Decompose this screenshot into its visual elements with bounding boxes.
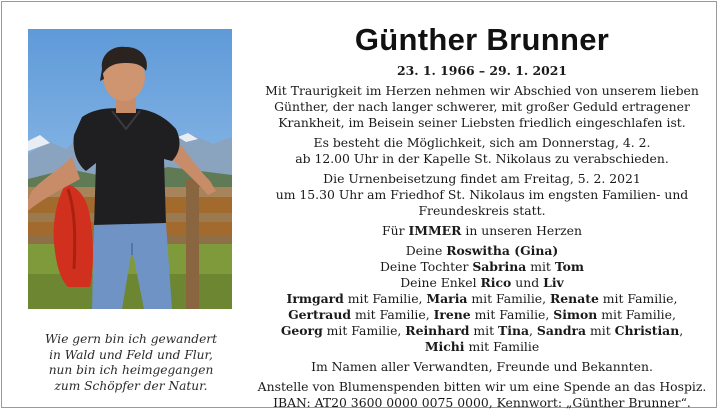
daughter-name: Sabrina: [472, 259, 527, 274]
sibling-rest: mit Familie,: [322, 323, 406, 338]
intro-line: Krankheit, im Beisein seiner Liebsten friedlich eingeschlafen ist.: [278, 115, 686, 130]
wife-pre: Deine: [405, 243, 447, 258]
sibling-name: Maria: [426, 291, 468, 306]
farewell-line: Es besteht die Möglichkeit, sich am Donnerstag, 4. 2.: [313, 135, 651, 150]
family-list: [257, 243, 707, 355]
burial-line: um 15.30 Uhr am Friedhof St. Nikolaus im engsten Familien- und: [275, 187, 689, 202]
daughter-pre: Deine Tochter: [379, 259, 473, 274]
obituary-frame: [1, 1, 717, 408]
siblings-line: [257, 339, 707, 355]
sibling-rest: mit Familie,: [351, 307, 434, 322]
sibling-name: Irmgard: [286, 291, 344, 306]
relatives-text: Im Namen aller Verwandten, Freunde und Bekannten.: [311, 359, 653, 374]
intro-paragraph: [257, 83, 707, 131]
forever-bold: IMMER: [408, 223, 462, 238]
daughter-partner: Tom: [554, 259, 585, 274]
forever-line: [257, 223, 707, 239]
poem-line: zum Schöpfer der Natur.: [54, 378, 208, 393]
burial-line: Die Urnenbeisetzung findet am Freitag, 5. 2. 2021: [323, 171, 641, 186]
poem: [18, 332, 244, 394]
sibling-name: Christian: [614, 323, 680, 338]
obituary-text: [257, 20, 707, 411]
burial-paragraph: [257, 171, 707, 219]
daughter-line: [257, 259, 707, 275]
sibling-rest: ,: [528, 323, 537, 338]
sibling-name: Georg: [280, 323, 323, 338]
relatives-line: [257, 359, 707, 375]
sibling-name: Simon: [553, 307, 598, 322]
forever-post: in unseren Herzen: [461, 223, 582, 238]
portrait-photo: [28, 29, 232, 309]
life-dates: 23. 1. 1966 – 29. 1. 2021: [396, 63, 568, 78]
sibling-rest: mit Familie,: [343, 291, 427, 306]
deceased-name: Günther Brunner: [354, 22, 610, 57]
iban-line: IBAN: AT20 3600 0000 0075 0000, Kennwort: „Günther Brunner“.: [273, 395, 691, 410]
donation-paragraph: [257, 379, 707, 411]
sibling-name: Irene: [433, 307, 471, 322]
grandchildren-mid: und: [511, 275, 544, 290]
grandchild-name: Liv: [543, 275, 564, 290]
grandchildren-line: [257, 275, 707, 291]
sibling-rest: mit Familie,: [470, 307, 554, 322]
farewell-paragraph: [257, 135, 707, 167]
sibling-rest: mit: [469, 323, 499, 338]
intro-line: Günther, der nach langer schwerer, mit großer Geduld ertragener: [274, 99, 690, 114]
daughter-mid: mit: [526, 259, 555, 274]
poem-line: nun bin ich heimgegangen: [48, 363, 214, 377]
siblings-line: [257, 323, 707, 339]
poem-line: Wie gern bin ich gewandert: [44, 332, 218, 346]
siblings-line: [257, 291, 707, 307]
wife-line: [257, 243, 707, 259]
grandchildren-pre: Deine Enkel: [400, 275, 481, 290]
sibling-name: Gertraud: [288, 307, 352, 322]
siblings-line: [257, 307, 707, 323]
sibling-name: Michi: [424, 339, 465, 354]
grandchild-name: Rico: [480, 275, 512, 290]
poem-line: in Wald und Feld und Flur,: [49, 347, 213, 362]
intro-line: Mit Traurigkeit im Herzen nehmen wir Abschied von unserem lieben: [265, 83, 699, 98]
sibling-name: Sandra: [536, 323, 587, 338]
sibling-rest: ,: [679, 323, 684, 338]
sibling-name: Reinhard: [405, 323, 470, 338]
sibling-name: Renate: [550, 291, 599, 306]
sibling-rest: mit Familie,: [598, 291, 678, 306]
farewell-line: ab 12.00 Uhr in der Kapelle St. Nikolaus zu verabschieden.: [295, 151, 669, 166]
wife-name: Roswitha (Gina): [446, 243, 559, 258]
sibling-rest: mit Familie: [464, 339, 540, 354]
donation-line: Anstelle von Blumenspenden bitten wir um eine Spende an das Hospiz.: [257, 379, 707, 394]
forever-pre: Für: [382, 223, 409, 238]
sibling-rest: mit Familie,: [597, 307, 676, 322]
sibling-name: Tina: [498, 323, 529, 338]
sibling-rest: mit: [586, 323, 615, 338]
burial-line: Freundeskreis statt.: [418, 203, 546, 218]
sibling-rest: mit Familie,: [467, 291, 550, 306]
